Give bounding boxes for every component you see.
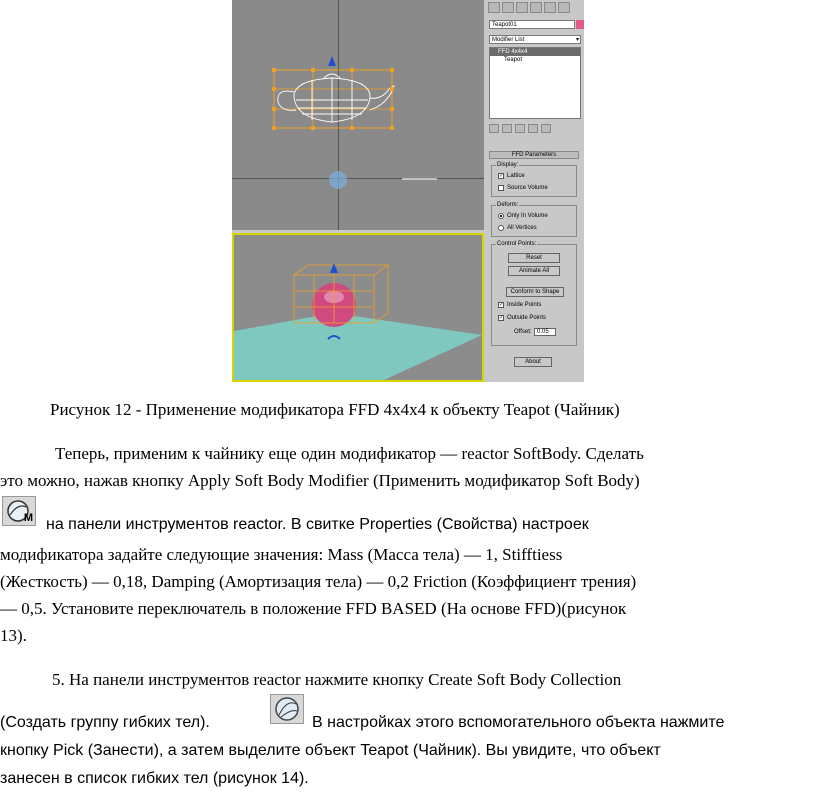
command-panel-tabs [488, 2, 582, 14]
chevron-down-icon: ▾ [575, 37, 579, 43]
perspective-viewport[interactable] [232, 233, 484, 382]
top-viewport[interactable] [232, 0, 484, 230]
ffd-parameters-rollout[interactable]: FFD Parameters [489, 151, 579, 159]
para1-line2: это можно, нажав кнопку Apply Soft Body Modifier (Применить модификатор Soft Body) [0, 471, 640, 490]
apply-soft-body-modifier-icon [2, 496, 36, 526]
deform-group [491, 202, 577, 237]
hierarchy-tab-icon[interactable] [516, 2, 528, 13]
teapot-wireframe[interactable] [232, 0, 484, 230]
para1-line6: — 0,5. Установите переключатель в положение FFD BASED (На основе FFD)(рисунок [0, 599, 627, 618]
only-in-volume-radio[interactable] [498, 212, 548, 220]
para2-line1: 5. На панели инструментов reactor нажмите кнопку Create Soft Body Collection [52, 670, 622, 689]
figure-12-screenshot [232, 0, 584, 382]
para1-line5: (Жесткость) — 0,18, Damping (Амортизация тела) — 0,2 Friction (Коэффициент трения) [0, 572, 637, 591]
reset-button[interactable]: Reset [508, 253, 560, 263]
teapot-shaded[interactable] [234, 235, 482, 380]
pin-stack-icon[interactable] [489, 124, 499, 133]
stack-item-ffd[interactable]: FFD 4x4x4 [490, 48, 580, 56]
figure-caption: Рисунок 12 - Применение модификатора FFD 4x4x4 к объекту Teapot (Чайник) [50, 400, 620, 419]
create-tab-icon[interactable] [488, 2, 500, 13]
configure-sets-icon[interactable] [541, 124, 551, 133]
inside-points-checkbox[interactable] [498, 301, 541, 309]
para2-line2a: (Создать группу гибких тел). [0, 714, 210, 731]
stack-toolbar [489, 124, 581, 135]
motion-tab-icon[interactable] [530, 2, 542, 13]
para1-line7: 13). [0, 626, 27, 645]
para2-line2b: В настройках этого вспомогательного объекта нажмите [312, 714, 725, 731]
offset-label: Offset: [514, 329, 532, 335]
stack-item-teapot[interactable]: Teapot [504, 57, 523, 63]
modifier-list-label: Modifier List [492, 37, 525, 43]
show-end-result-icon[interactable] [502, 124, 512, 133]
para2-line4: занесен в список гибких тел (рисунок 14). [0, 770, 309, 787]
outside-points-checkbox[interactable] [498, 314, 546, 322]
display-tab-icon[interactable] [544, 2, 556, 13]
all-vertices-radio[interactable] [498, 224, 537, 232]
modifier-list-dropdown[interactable] [489, 35, 581, 44]
para1-line3: на панели инструментов reactor. В свитке Properties (Свойства) настроек [46, 516, 589, 533]
lattice-checkbox[interactable] [498, 172, 525, 180]
checkbox-icon: ✓ [499, 302, 504, 308]
object-name-field[interactable]: Teapot01 [489, 20, 575, 29]
checkbox-icon [498, 185, 504, 191]
radio-icon [498, 225, 504, 231]
utilities-tab-icon[interactable] [558, 2, 570, 13]
inside-points-label: Inside Points [507, 302, 542, 308]
checkbox-icon: ✓ [499, 315, 504, 321]
para1-line1: Теперь, применим к чайнику еще один модификатор — reactor SoftBody. Сделать [55, 444, 644, 463]
display-group [491, 162, 577, 197]
checkbox-icon: ✓ [499, 173, 504, 179]
modify-tab-icon[interactable] [502, 2, 514, 13]
lattice-label: Lattice [507, 173, 525, 179]
control-points-title: Control Points: [497, 241, 537, 247]
deform-group-title: Deform: [497, 202, 519, 208]
make-unique-icon[interactable] [515, 124, 525, 133]
soft-body-collection-icon [270, 694, 304, 724]
all-vertices-label: All Vertices [507, 225, 537, 231]
outside-points-label: Outside Points [507, 315, 547, 321]
offset-spinner[interactable]: 0.05 [534, 328, 556, 336]
radio-icon [498, 213, 504, 219]
para1-line4: модификатора задайте следующие значения: Mass (Масса тела) — 1, Stifftiess [0, 545, 563, 564]
only-in-volume-label: Only In Volume [507, 213, 548, 219]
m-letter-icon: M [23, 512, 33, 524]
source-volume-checkbox[interactable] [498, 184, 548, 192]
animate-all-button[interactable]: Animate All [508, 266, 560, 276]
display-group-title: Display: [497, 162, 519, 168]
control-points-group [491, 241, 577, 346]
soft-body-collection-ball-icon [271, 695, 303, 723]
command-panel [486, 0, 584, 382]
object-color-swatch[interactable] [576, 20, 584, 29]
modifier-stack [489, 47, 581, 119]
about-button[interactable]: About [514, 357, 552, 367]
remove-modifier-icon[interactable] [528, 124, 538, 133]
para2-line3: кнопку Pick (Занести), а затем выделите объект Teapot (Чайник). Вы увидите, что объект [0, 742, 661, 759]
source-volume-label: Source Volume [507, 185, 548, 191]
conform-to-shape-button[interactable]: Conform to Shape [506, 287, 564, 297]
